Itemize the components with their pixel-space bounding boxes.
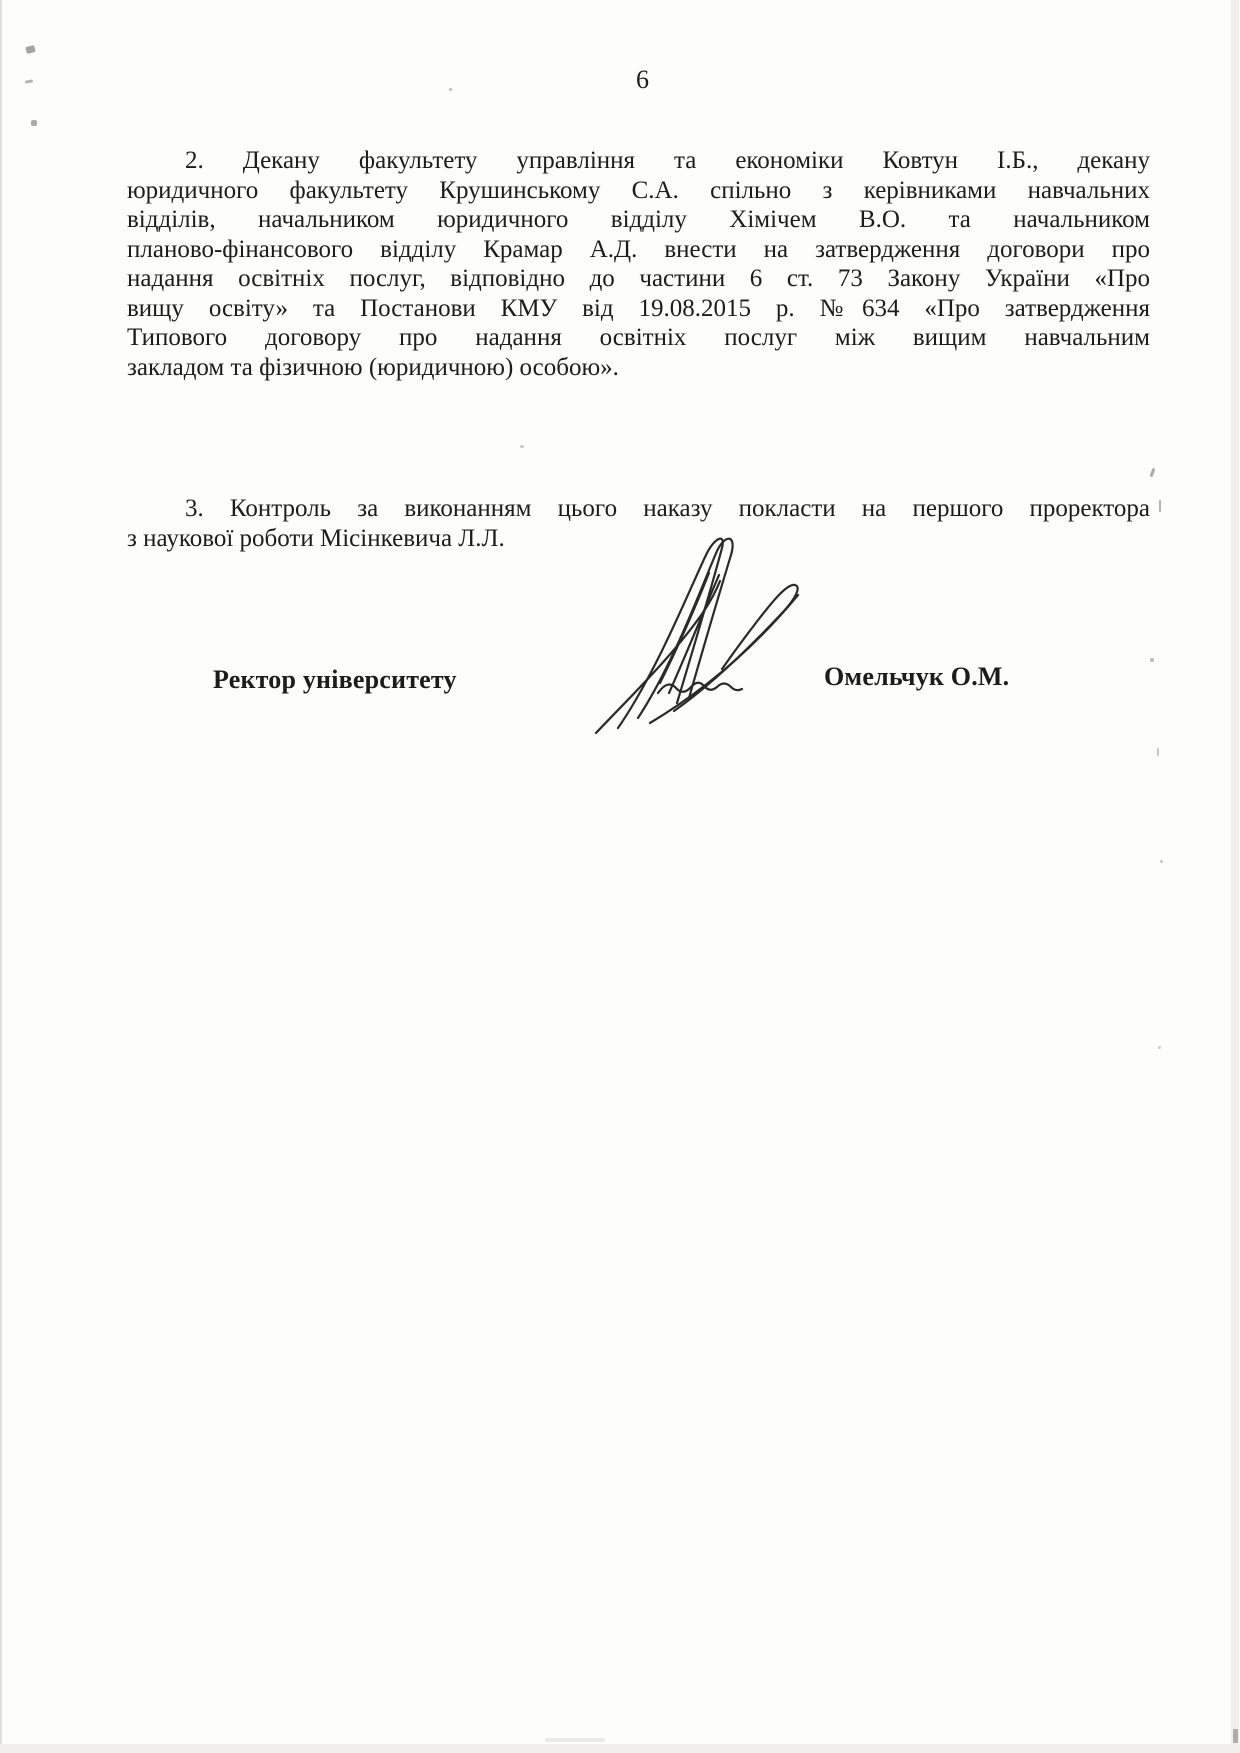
text-line: 2. Декану факультету управління та економіки Ковтун І.Б., декану bbox=[185, 147, 1150, 174]
text-line: планово-фінансового відділу Крамар А.Д. внести на затвердження договори про bbox=[127, 235, 1150, 263]
text-line: закладом та фізичною (юридичною) особою». bbox=[127, 353, 619, 381]
text-line: вищу освіту» та Постанови КМУ від 19.08.2015 р. №634 «Про затвердження bbox=[127, 294, 1150, 322]
scan-edge-artifact bbox=[0, 0, 2, 1753]
text-line: відділів, начальником юридичного відділу Хімічем В.О. та начальником bbox=[127, 206, 1150, 233]
scan-artifact bbox=[25, 45, 36, 54]
scan-artifact bbox=[1157, 748, 1159, 756]
scan-artifact bbox=[520, 445, 524, 448]
scan-artifact bbox=[1150, 658, 1154, 662]
text-line: Типового договору про надання освітніх послуг між вищим навчальним bbox=[127, 324, 1150, 351]
scan-artifact bbox=[1150, 468, 1156, 477]
scan-edge-artifact bbox=[0, 1744, 1240, 1753]
page-number: 6 bbox=[636, 65, 649, 94]
scan-artifact bbox=[31, 120, 37, 126]
scan-artifact bbox=[1158, 1046, 1161, 1049]
scan-artifact bbox=[1160, 860, 1163, 863]
handwritten-signature-icon bbox=[588, 531, 816, 739]
scan-artifact bbox=[25, 79, 33, 83]
scan-artifact bbox=[1233, 1729, 1238, 1743]
text-line: юридичного факультету Крушинському С.А. спільно з керівниками навчальних bbox=[127, 176, 1150, 204]
scan-edge-artifact bbox=[1231, 0, 1239, 1753]
text-line: з наукової роботи Місінкевича Л.Л. bbox=[127, 524, 505, 552]
text-line: надання освітніх послуг, відповідно до частини 6 ст. 73 Закону України «Про bbox=[127, 265, 1150, 292]
scan-artifact bbox=[1159, 500, 1161, 512]
rector-name: Омельчук О.М. bbox=[824, 662, 1010, 691]
rector-title: Ректор університету bbox=[213, 665, 457, 694]
scan-artifact bbox=[449, 88, 452, 91]
text-line: 3. Контроль за виконанням цього наказу покласти на першого проректора bbox=[185, 495, 1150, 522]
scan-artifact bbox=[545, 1738, 605, 1742]
order-item-2 bbox=[127, 146, 1150, 382]
